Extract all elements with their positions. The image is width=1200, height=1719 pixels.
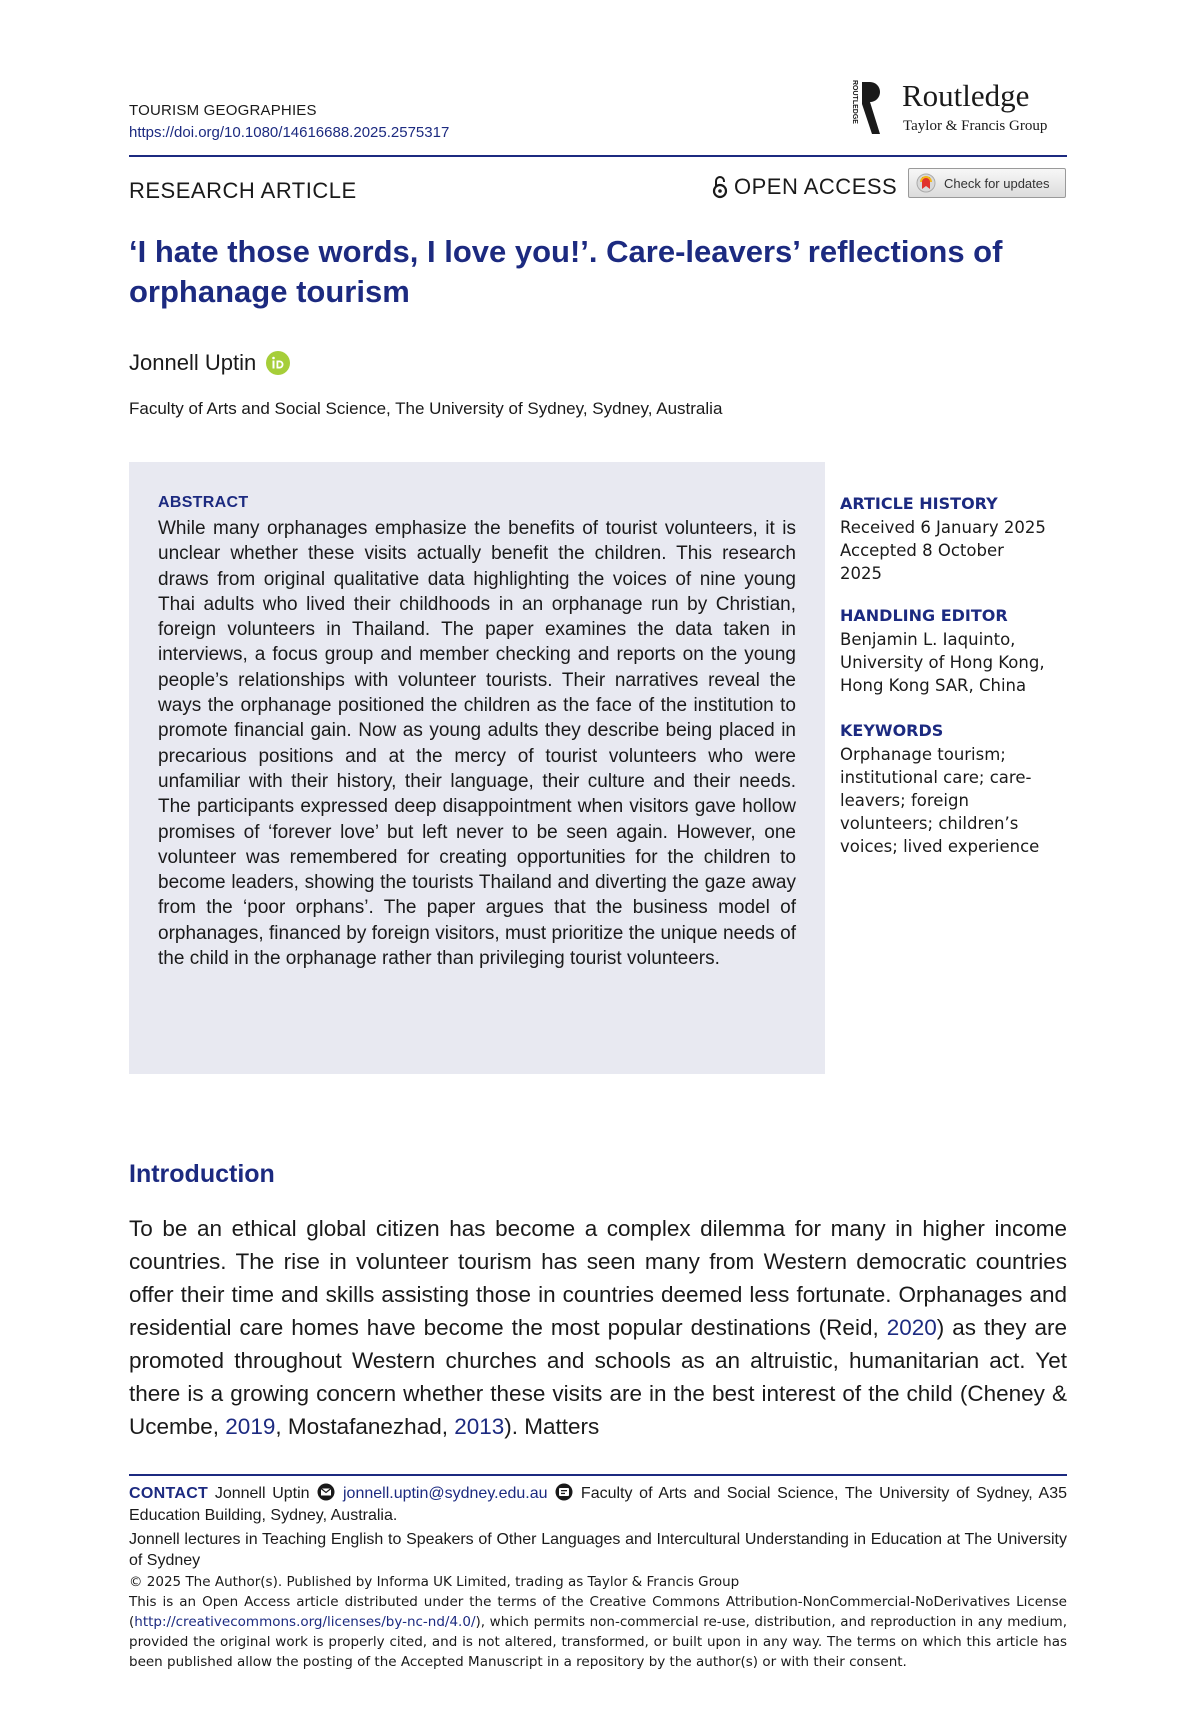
address-icon bbox=[554, 1483, 574, 1501]
author-affiliation: Faculty of Arts and Social Science, The University of Sydney, Sydney, Australia bbox=[129, 399, 723, 418]
abstract-label: ABSTRACT bbox=[158, 494, 249, 511]
routledge-r-icon bbox=[848, 78, 882, 138]
citation-reid-2020[interactable]: 2020 bbox=[886, 1315, 937, 1340]
contact-note bbox=[129, 1483, 1067, 1527]
abstract-text: While many orphanages emphasize the benefits of tourist volunteers, it is unclear whether these visits actually benefit the children. This research draws from original qualitative data highlighting the voices of nine young Thai adults who lived their childhoods in an orphanage run by Christian, foreign volunteers in Thailand. The paper examines the data taken in interviews, a focus group and member checking and reports on the young people’s relationships with volunteer tourists. Their narratives reveal the ways the orphanage positioned the children as the face of the institution to promote financial gain. Now as young adults they describe being placed in precarious positions and at the mercy of tourist volunteers who were unfamiliar with their history, their language, their culture and their needs. The participants expressed deep disappointment when visitors gave hollow promises of ‘forever love’ but left never to be seen again. However, one volunteer was remembered for creating opportunities for the children to become leaders, showing the tourists Thailand and diverting the gaze away from the ‘poor orphans’. The paper argues that the business model of orphanages, financed by foreign visitors, must prioritize the unique needs of the child in the orphanage rather than privileging tourist volunteers. bbox=[158, 518, 796, 970]
footer-rule bbox=[129, 1474, 1067, 1476]
check-for-updates-label: Check for updates bbox=[944, 175, 1050, 191]
intro-text-4: ). Matters bbox=[504, 1414, 600, 1439]
open-access-badge bbox=[712, 174, 897, 200]
article-history-label: ARTICLE HISTORY bbox=[840, 494, 998, 513]
citation-cheney-2019[interactable]: 2019 bbox=[225, 1414, 276, 1439]
citation-mostafanezhad-2013[interactable]: 2013 bbox=[454, 1414, 505, 1439]
crossmark-icon bbox=[916, 173, 936, 193]
introduction-heading: Introduction bbox=[129, 1160, 275, 1188]
header-rule bbox=[129, 155, 1067, 157]
intro-text-1: To be an ethical global citizen has become a complex dilemma for many in higher income countries. The rise in volunteer tourism has seen many from Western democratic countries offer their time and skills assisting those in countries deemed less fortunate. Orphanages and residential care homes have become the most popular destinations (Reid, bbox=[129, 1216, 1067, 1340]
author-bio: Jonnell lectures in Teaching English to Speakers of Other Languages and Intercultural Understanding in Education at The University of Sydney bbox=[129, 1531, 1067, 1569]
introduction-paragraph bbox=[129, 1212, 1067, 1443]
doi-link[interactable]: https://doi.org/10.1080/14616688.2025.2575317 bbox=[129, 124, 450, 141]
open-access-label: OPEN ACCESS bbox=[734, 174, 898, 199]
contact-name: Jonnell Uptin bbox=[214, 1485, 310, 1502]
license-text-a: This is an Open Access article distributed under the terms of the Creative Commons Attribution-NonCommercial-NoDerivatives License ( bbox=[129, 1594, 1067, 1630]
handling-editor-label: HANDLING EDITOR bbox=[840, 606, 1008, 625]
open-access-lock-icon bbox=[712, 175, 728, 199]
contact-label: CONTACT bbox=[129, 1485, 209, 1502]
intro-text-3: , Mostafanezhad, bbox=[275, 1414, 455, 1439]
author-name[interactable]: Jonnell Uptin bbox=[129, 350, 257, 375]
contact-email-link[interactable]: jonnell.uptin@sydney.edu.au bbox=[342, 1485, 548, 1502]
license-text-b: ), which permits non-commercial re-use, distribution, and reproduction in any medium, provided the original work is properly cited, and is not altered, transformed, or built upon in any way. The terms on which this article has been published allow the posting of the Accepted Manuscript in a repository by the author(s) or with their consent. bbox=[129, 1614, 1067, 1670]
publisher-subtitle: Taylor & Francis Group bbox=[903, 118, 1048, 134]
keywords-list: Orphanage tourism; institutional care; care-leavers; foreign volunteers; children’s voices; lived experience bbox=[840, 745, 1040, 856]
keywords-label: KEYWORDS bbox=[840, 721, 944, 740]
email-icon bbox=[316, 1483, 336, 1501]
received-date: Received 6 January 2025 bbox=[840, 518, 1046, 537]
contact-address: Faculty of Arts and Social Science, The University of Sydney, A35 Education Building, Sydney, Australia. bbox=[129, 1485, 1068, 1524]
copyright-line: © 2025 The Author(s). Published by Informa UK Limited, trading as Taylor & Francis Group bbox=[129, 1574, 740, 1590]
author-line bbox=[129, 350, 290, 376]
handling-editor: Benjamin L. Iaquinto, University of Hong Kong, Hong Kong SAR, China bbox=[840, 630, 1045, 695]
intro-text-2: ) as they are promoted throughout Western churches and schools as an altruistic, humanitarian act. Yet there is a growing concern whether these visits are in the best interest of the child (Cheney & Ucembe, bbox=[129, 1315, 1067, 1439]
publisher-vertical-text: ROUTLEDGE bbox=[851, 80, 858, 124]
license-note bbox=[129, 1572, 1067, 1672]
publisher-name: Routledge bbox=[902, 78, 1030, 113]
article-type: RESEARCH ARTICLE bbox=[129, 178, 357, 203]
routledge-logo[interactable] bbox=[848, 76, 1068, 140]
accepted-date: Accepted 8 October 2025 bbox=[840, 541, 1004, 583]
check-for-updates-button[interactable] bbox=[908, 168, 1066, 198]
orcid-icon[interactable] bbox=[266, 351, 290, 375]
journal-name: TOURISM GEOGRAPHIES bbox=[129, 102, 317, 119]
license-url-link[interactable]: http://creativecommons.org/licenses/by-nc-nd/4.0/ bbox=[134, 1614, 476, 1630]
article-title: ‘I hate those words, I love you!’. Care-leavers’ reflections of orphanage tourism bbox=[129, 234, 1003, 309]
